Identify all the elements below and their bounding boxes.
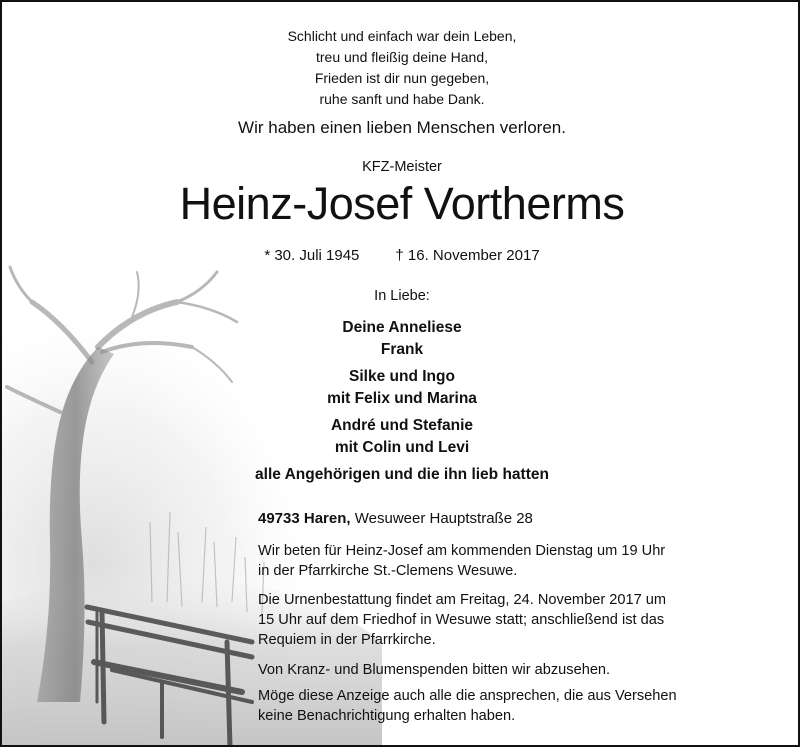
birth-date: * 30. Juli 1945: [264, 247, 360, 264]
poem: [2, 26, 800, 110]
poem-line: Frieden ist dir nun gegeben,: [314, 70, 490, 86]
prayer-paragraph: [258, 541, 788, 581]
paragraph-line: 15 Uhr auf dem Friedhof in Wesuwe statt; anschließend ist das: [258, 612, 665, 628]
notification-paragraph: [258, 686, 788, 726]
paragraph-line: Wir beten für Heinz-Josef am kommenden Dienstag um 19 Uhr: [258, 543, 666, 559]
address: [258, 510, 533, 527]
lost-line: Wir haben einen lieben Menschen verloren.: [238, 118, 566, 137]
paragraph-line: keine Benachrichtigung erhalten haben.: [258, 708, 516, 724]
poem-line: Schlicht und einfach war dein Leben,: [287, 28, 517, 44]
mourner-line: Frank: [380, 340, 424, 358]
mourner-line: André und Stefanie: [330, 417, 474, 434]
paragraph-line: Requiem in der Pfarrkirche.: [258, 632, 436, 648]
in-love-label: In Liebe:: [374, 288, 430, 304]
paragraph-line: Von Kranz- und Blumenspenden bitten wir abzusehen.: [258, 662, 611, 678]
mourner-line: Silke und Ingo: [349, 368, 455, 385]
burial-paragraph: [258, 590, 788, 650]
death-date: † 16. November 2017: [395, 247, 540, 264]
mourner-line: mit Colin und Levi: [334, 438, 470, 456]
mourner-line: alle Angehörigen und die ihn lieb hatten: [255, 466, 549, 483]
poem-line: treu und fleißig deine Hand,: [316, 49, 488, 65]
life-dates: [2, 247, 800, 264]
flowers-paragraph: [258, 660, 788, 680]
address-street: Wesuweer Hauptstraße 28: [354, 510, 533, 527]
paragraph-line: Die Urnenbestattung findet am Freitag, 24. November 2017 um: [258, 592, 667, 608]
poem-line: ruhe sanft und habe Dank.: [319, 91, 485, 107]
mourner-line: Deine Anneliese: [342, 319, 462, 336]
mourners-list: [2, 317, 800, 486]
paragraph-line: in der Pfarrkirche St.-Clemens Wesuwe.: [258, 563, 518, 579]
deceased-name: Heinz-Josef Vortherms: [179, 178, 625, 229]
paragraph-line: Möge diese Anzeige auch alle die ansprechen, die aus Versehen: [258, 688, 677, 704]
mourner-line: mit Felix und Marina: [327, 389, 477, 407]
address-city: 49733 Haren,: [258, 510, 351, 527]
profession: KFZ-Meister: [362, 159, 442, 175]
